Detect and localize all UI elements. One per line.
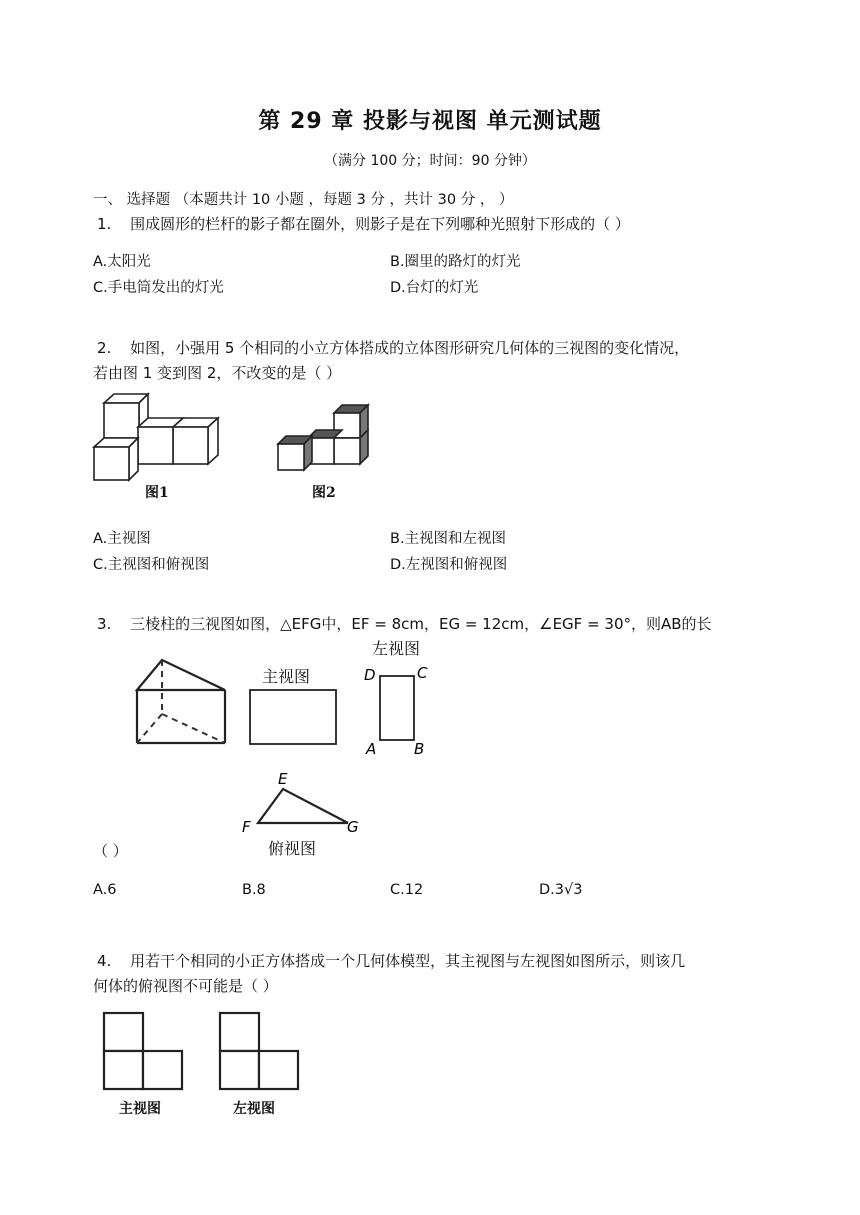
option-b: B.圈里的路灯的灯光: [390, 254, 521, 270]
question-text-line2: 若由图 1 变到图 2，不改变的是（ ）: [93, 364, 342, 382]
top-view-label: 俯视图: [268, 839, 317, 858]
top-view-figure: [240, 768, 370, 860]
question-text: 三棱柱的三视图如图，△EFG中，EF = 8cm，EG = 12cm，∠EGF = 30°，则AB的长: [130, 615, 712, 633]
page-subtitle: （满分 100 分；时间：90 分钟）: [324, 153, 536, 169]
question-number: 3.: [97, 615, 112, 633]
option-d: D.3√3: [539, 882, 583, 898]
point-g-label: G: [347, 818, 359, 836]
section-heading: 一、 选择题 （本题共计 10 小题 ，每题 3 分 ，共计 30 分 ， ）: [93, 192, 514, 208]
question-text: 如图，小强用 5 个相同的小立方体搭成的立体图形研究几何体的三视图的变化情况，: [130, 339, 690, 357]
question-2: [97, 337, 689, 358]
question-number: 4.: [97, 952, 112, 970]
option-c: C.手电筒发出的灯光: [93, 280, 224, 296]
question-number: 2.: [97, 339, 112, 357]
option-a: A.主视图: [93, 531, 151, 547]
figure-1-cubes: [90, 390, 230, 485]
left-view-figure: [362, 636, 437, 761]
front-view-label: 主视图: [262, 667, 311, 686]
point-d-label: D: [364, 666, 376, 684]
point-e-label: E: [278, 770, 288, 788]
option-c: C.12: [390, 882, 424, 898]
point-b-label: B: [414, 740, 425, 758]
question-text: 围成圆形的栏杆的影子都在圈外，则影子是在下列哪种光照射下形成的（ ）: [130, 215, 630, 233]
option-a: A.6: [93, 882, 117, 898]
point-f-label: F: [242, 818, 251, 836]
question-number: 1.: [97, 215, 112, 233]
question-1: [97, 213, 630, 234]
point-a-label: A: [366, 740, 377, 758]
question-text: 用若干个相同的小正方体搭成一个几何体模型，其主视图与左视图如图所示，则该几: [130, 952, 686, 970]
option-d: D.左视图和俯视图: [390, 557, 508, 573]
figure-1-caption: 图1: [145, 485, 169, 501]
q4-left-caption: 左视图: [233, 1101, 275, 1117]
option-d: D.台灯的灯光: [390, 280, 479, 296]
question-4: [97, 950, 685, 971]
figure-2-caption: 图2: [312, 485, 336, 501]
figure-2-cubes: [274, 400, 374, 475]
prism-figure: [130, 650, 235, 750]
point-c-label: C: [417, 664, 428, 682]
q4-front-view: [100, 1010, 190, 1092]
question-text-line2: 何体的俯视图不可能是（ ）: [93, 977, 278, 995]
option-b: B.8: [242, 882, 266, 898]
answer-blank: （ ）: [93, 842, 128, 860]
page-title: 第 29 章 投影与视图 单元测试题: [258, 109, 602, 134]
option-c: C.主视图和俯视图: [93, 557, 210, 573]
option-a: A.太阳光: [93, 254, 151, 270]
question-3: [97, 613, 712, 634]
option-b: B.主视图和左视图: [390, 531, 507, 547]
q4-left-view: [216, 1010, 306, 1092]
left-view-label: 左视图: [372, 639, 421, 658]
q4-front-caption: 主视图: [119, 1101, 161, 1117]
front-view-figure: [248, 660, 340, 750]
